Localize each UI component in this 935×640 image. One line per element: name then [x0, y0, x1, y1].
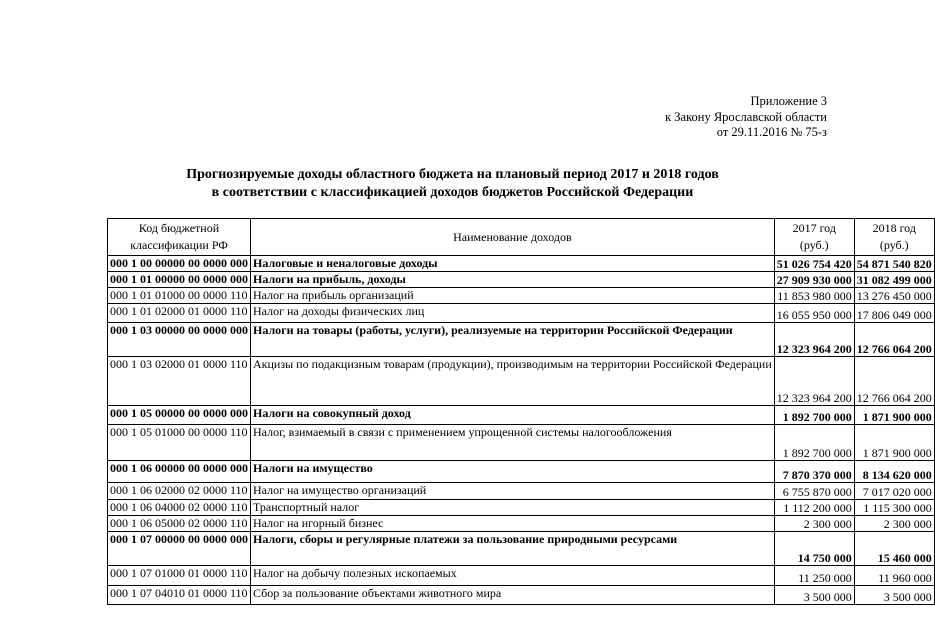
header-2018 — [854, 219, 934, 256]
table-row — [108, 323, 935, 357]
row-2018-value: 1 115 300 000 — [854, 500, 934, 516]
header-2017 — [774, 219, 854, 256]
appendix-date: от 29.11.2016 № 75-з — [716, 125, 827, 139]
row-name: Налоги на прибыль, доходы — [251, 272, 775, 288]
row-name: Налог на имущество организаций — [251, 483, 775, 500]
header-name: Наименование доходов — [251, 219, 775, 256]
row-2018-value: 1 871 900 000 — [854, 406, 934, 425]
row-2018-value: 2 300 000 — [854, 516, 934, 532]
header-2018-line-1: 2018 год — [872, 221, 916, 235]
title-line-2: в соответствии с классификацией доходов бюджетов Российской Федерации — [211, 185, 694, 200]
table-row — [108, 566, 935, 586]
row-code: 000 1 03 02000 01 0000 110 — [108, 357, 251, 406]
revenue-table — [107, 218, 935, 605]
row-name: Налоги на имущество — [251, 461, 775, 483]
table-header-row — [108, 219, 935, 256]
row-2017-value: 7 870 370 000 — [774, 461, 854, 483]
row-2017-value: 14 750 000 — [774, 532, 854, 566]
row-2017-value: 11 853 980 000 — [774, 288, 854, 304]
row-name: Налоги, сборы и регулярные платежи за пользование природными ресурсами — [251, 532, 775, 566]
row-code: 000 1 00 00000 00 0000 000 — [108, 256, 251, 272]
row-2017-value: 6 755 870 000 — [774, 483, 854, 500]
row-name: Налог на доходы физических лиц — [251, 304, 775, 323]
row-2017-value: 2 300 000 — [774, 516, 854, 532]
row-code: 000 1 03 00000 00 0000 000 — [108, 323, 251, 357]
table-row — [108, 516, 935, 532]
row-name: Налог на игорный бизнес — [251, 516, 775, 532]
row-2017-value: 12 323 964 200 — [774, 357, 854, 406]
row-2018-value: 54 871 540 820 — [854, 256, 934, 272]
header-2018-line-2: (руб.) — [879, 238, 909, 252]
header-code — [108, 219, 251, 256]
row-2018-value: 7 017 020 000 — [854, 483, 934, 500]
row-2018-value: 31 082 499 000 — [854, 272, 934, 288]
header-2017-line-1: 2017 год — [792, 221, 836, 235]
table-row — [108, 304, 935, 323]
table-row — [108, 483, 935, 500]
row-code: 000 1 07 04010 01 0000 110 — [108, 586, 251, 605]
row-2017-value: 1 112 200 000 — [774, 500, 854, 516]
header-code-line-2: классификации РФ — [130, 238, 228, 252]
table-row — [108, 532, 935, 566]
row-code: 000 1 05 00000 00 0000 000 — [108, 406, 251, 425]
row-name: Налог на добычу полезных ископаемых — [251, 566, 775, 586]
row-code: 000 1 01 01000 00 0000 110 — [108, 288, 251, 304]
appendix-law: к Закону Ярославской области — [665, 109, 827, 124]
row-2018-value: 17 806 049 000 — [854, 304, 934, 323]
row-2017-value: 1 892 700 000 — [774, 425, 854, 461]
row-name: Налоги на товары (работы, услуги), реализуемые на территории Российской Федерации — [251, 323, 775, 357]
row-name: Сбор за пользование объектами животного мира — [251, 586, 775, 605]
row-code: 000 1 06 00000 00 0000 000 — [108, 461, 251, 483]
table-row — [108, 357, 935, 406]
row-2017-value: 51 026 754 420 — [774, 256, 854, 272]
document-title — [0, 166, 905, 202]
row-code: 000 1 07 00000 00 0000 000 — [108, 532, 251, 566]
row-code: 000 1 01 02000 01 0000 110 — [108, 304, 251, 323]
row-2017-value: 16 055 950 000 — [774, 304, 854, 323]
row-name: Транспортный налог — [251, 500, 775, 516]
appendix-number: Приложение 3 — [750, 94, 827, 108]
row-2018-value: 8 134 620 000 — [854, 461, 934, 483]
row-2017-value: 27 909 930 000 — [774, 272, 854, 288]
table-row — [108, 406, 935, 425]
row-2018-value: 12 766 064 200 — [854, 357, 934, 406]
table-row — [108, 256, 935, 272]
header-code-line-1: Код бюджетной — [138, 221, 220, 235]
row-2017-value: 1 892 700 000 — [774, 406, 854, 425]
row-name: Налоговые и неналоговые доходы — [251, 256, 775, 272]
row-name: Налоги на совокупный доход — [251, 406, 775, 425]
row-2018-value: 15 460 000 — [854, 532, 934, 566]
row-2018-value: 11 960 000 — [854, 566, 934, 586]
table-row — [108, 288, 935, 304]
row-2017-value: 3 500 000 — [774, 586, 854, 605]
table-row — [108, 272, 935, 288]
row-2017-value: 12 323 964 200 — [774, 323, 854, 357]
title-line-1: Прогнозируемые доходы областного бюджета на плановый период 2017 и 2018 годов — [186, 167, 719, 182]
table-row — [108, 425, 935, 461]
row-code: 000 1 05 01000 00 0000 110 — [108, 425, 251, 461]
header-2017-line-2: (руб.) — [799, 238, 829, 252]
appendix-reference — [665, 94, 827, 141]
table-row — [108, 461, 935, 483]
row-name: Налог на прибыль организаций — [251, 288, 775, 304]
row-2018-value: 13 276 450 000 — [854, 288, 934, 304]
row-code: 000 1 01 00000 00 0000 000 — [108, 272, 251, 288]
row-name: Налог, взимаемый в связи с применением упрощенной системы налогообложения — [251, 425, 775, 461]
row-2017-value: 11 250 000 — [774, 566, 854, 586]
row-2018-value: 12 766 064 200 — [854, 323, 934, 357]
row-code: 000 1 06 04000 02 0000 110 — [108, 500, 251, 516]
row-code: 000 1 06 05000 02 0000 110 — [108, 516, 251, 532]
row-name: Акцизы по подакцизным товарам (продукции), производимым на территории Российской Федерации — [251, 357, 775, 406]
row-2018-value: 1 871 900 000 — [854, 425, 934, 461]
row-code: 000 1 07 01000 01 0000 110 — [108, 566, 251, 586]
row-2018-value: 3 500 000 — [854, 586, 934, 605]
table-row — [108, 586, 935, 605]
row-code: 000 1 06 02000 02 0000 110 — [108, 483, 251, 500]
table-row — [108, 500, 935, 516]
